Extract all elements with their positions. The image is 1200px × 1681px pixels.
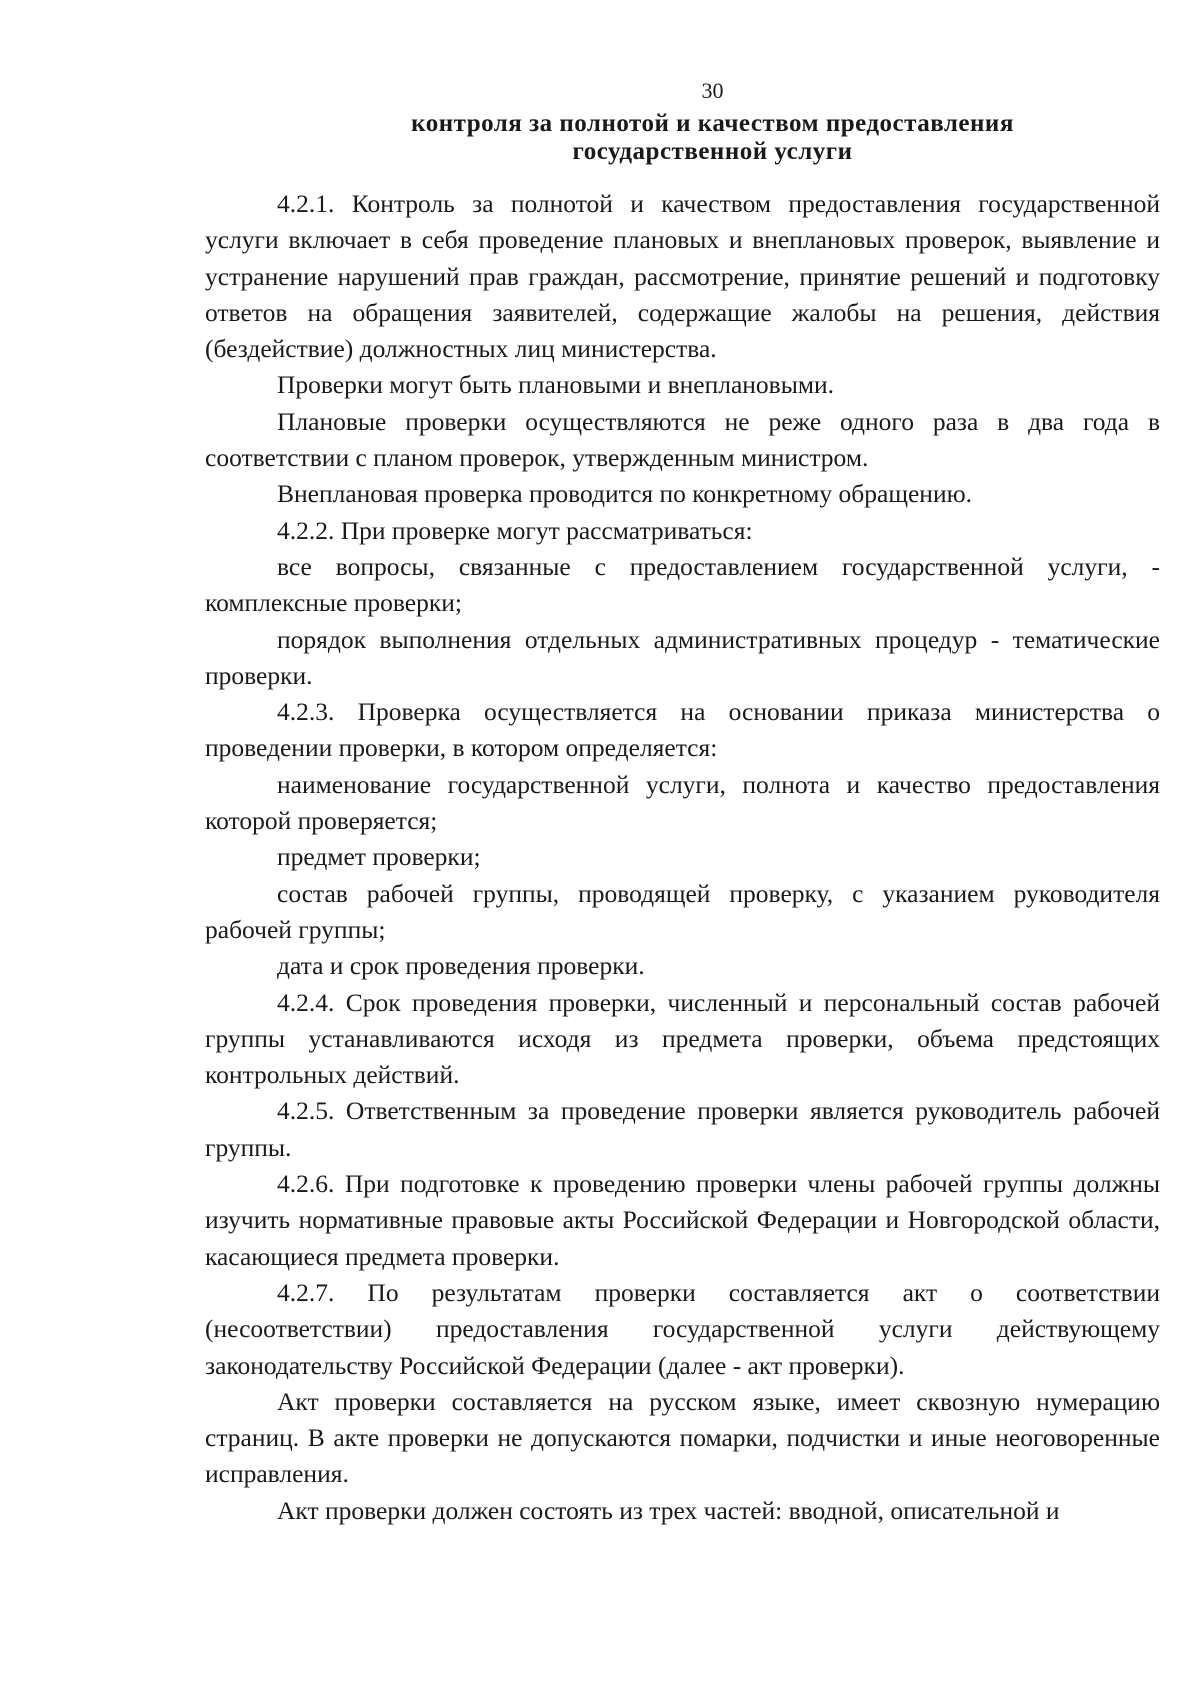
paragraph: состав рабочей группы, проводящей проверку, с указанием руководителя рабочей группы; xyxy=(205,878,1160,944)
paragraph: 4.2.4. Срок проведения проверки, численный и персональный состав рабочей группы устанавливаются исходя из предмета проверки, объема предстоящих контрольных действий. xyxy=(205,987,1160,1090)
paragraph: 4.2.3. Проверка осуществляется на основании приказа министерства о проведении проверки, в котором определяется: xyxy=(205,697,1160,763)
paragraph: 4.2.1. Контроль за полнотой и качеством предоставления государственной услуги включает в себя проведение плановых и внеплановых проверок, выявление и устранение нарушений прав граждан, рассмотрение, принятие решений и подготовку ответов на обращения заявителей, содержащие жалобы на решения, действия (бездействие) должностных лиц министерства. xyxy=(205,189,1160,364)
paragraph: Акт проверки должен состоять из трех частей: вводной, описательной и xyxy=(277,1495,1060,1525)
paragraph: 4.2.6. При подготовке к проведению проверки члены рабочей группы должны изучить нормативные правовые акты Российской Федерации и Новгородской области, касающиеся предмета проверки. xyxy=(205,1169,1160,1271)
paragraph: Внеплановая проверка проводится по конкретному обращению. xyxy=(277,479,973,509)
document-body xyxy=(205,186,1160,1529)
paragraph: 4.2.2. При проверке могут рассматриваться: xyxy=(277,515,753,545)
section-heading-line-1: контроля за полнотой и качеством предоставления xyxy=(411,110,1014,137)
paragraph: дата и срок проведения проверки. xyxy=(277,951,645,981)
paragraph: Плановые проверки осуществляются не реже одного раза в два года в соответствии с планом проверок, утвержденным министром. xyxy=(205,406,1160,473)
paragraph: все вопросы, связанные с предоставлением государственной услуги, - комплексные проверки; xyxy=(205,551,1160,618)
page-number: 30 xyxy=(701,78,724,103)
paragraph: 4.2.7. По результатам проверки составляется акт о соответствии (несоответствии) предоставления государственной услуги действующему законодательству Российской Федерации (далее - акт проверки). xyxy=(205,1277,1160,1380)
document-page xyxy=(205,78,1160,1529)
paragraph: 4.2.5. Ответственным за проведение проверки является руководитель рабочей группы. xyxy=(205,1096,1160,1162)
paragraph: Проверки могут быть плановыми и внеплановыми. xyxy=(277,370,835,400)
section-heading-line-2: государственной услуги xyxy=(572,138,853,165)
paragraph: Акт проверки составляется на русском языке, имеет сквозную нумерацию страниц. В акте проверки не допускаются помарки, подчистки и иные неоговоренные исправления. xyxy=(205,1386,1160,1489)
paragraph: предмет проверки; xyxy=(277,842,481,872)
paragraph: порядок выполнения отдельных административных процедур - тематические проверки. xyxy=(205,624,1160,690)
section-heading xyxy=(265,110,1160,166)
paragraph: наименование государственной услуги, полнота и качество предоставления которой проверяется; xyxy=(205,769,1160,836)
